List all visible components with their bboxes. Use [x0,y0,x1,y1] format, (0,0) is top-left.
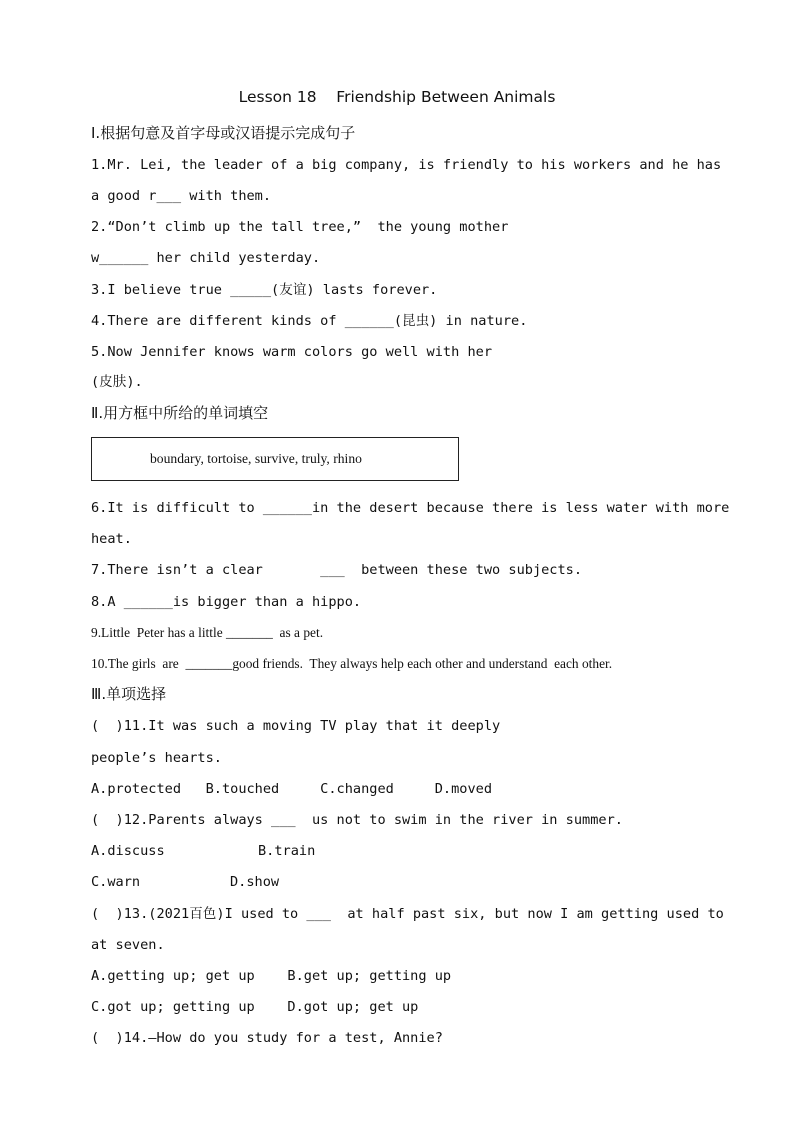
question-5-line-1: 5.Now Jennifer knows warm colors go well with her [91,344,493,360]
question-12-option-d: D.show [230,874,280,890]
question-9: 9.Little Peter has a little _______ as a pet. [91,625,324,640]
question-11-options: A.protected B.touched C.changed D.moved [91,781,493,797]
question-1-line-2: a good r___ with them. [91,188,272,204]
question-5-line-2: (皮肤). [91,374,143,390]
question-8: 8.A ______is bigger than a hippo. [91,594,362,610]
question-3: 3.I believe true _____(友谊) lasts forever. [91,282,438,298]
question-13-options-cd: C.got up; getting up D.got up; get up [91,999,419,1015]
section2-heading: Ⅱ.用方框中所给的单词填空 [91,404,269,422]
question-13-options-ab: A.getting up; get up B.get up; getting up [91,968,452,984]
section3-heading: Ⅲ.单项选择 [91,685,167,703]
question-4: 4.There are different kinds of ______(昆虫) in nature. [91,313,528,329]
word-box [91,437,459,481]
section1-heading: Ⅰ.根据句意及首字母或汉语提示完成句子 [91,124,356,142]
word-box-text: boundary, tortoise, survive, truly, rhino [150,451,362,466]
question-6-line-2: heat. [91,531,132,547]
question-2-line-1: 2.“Don’t climb up the tall tree,” the young mother [91,219,509,235]
question-1-line-1: 1.Mr. Lei, the leader of a big company, is friendly to his workers and he has [91,157,722,173]
question-2-line-2: w______ her child yesterday. [91,250,321,266]
question-6-line-1: 6.It is difficult to ______in the desert because there is less water with more [91,500,730,516]
question-10: 10.The girls are _______good friends. They always help each other and understand each other. [91,656,613,671]
question-12-line-1: ( )12.Parents always ___ us not to swim in the river in summer. [91,812,623,828]
question-12-option-b: B.train [258,843,316,859]
question-7: 7.There isn’t a clear ___ between these two subjects. [91,562,583,578]
question-14-line-1: ( )14.—How do you study for a test, Annie? [91,1030,443,1046]
page-title: Lesson 18 Friendship Between Animals [238,88,556,106]
question-13-line-1: ( )13.(2021百色)I used to ___ at half past six, but now I am getting used to [91,906,724,922]
question-11-line-2: people’s hearts. [91,750,222,766]
question-12-option-c: C.warn [91,874,141,890]
question-13-line-2: at seven. [91,937,165,953]
question-11-line-1: ( )11.It was such a moving TV play that it deeply [91,718,501,734]
question-12-option-a: A.discuss [91,843,165,859]
